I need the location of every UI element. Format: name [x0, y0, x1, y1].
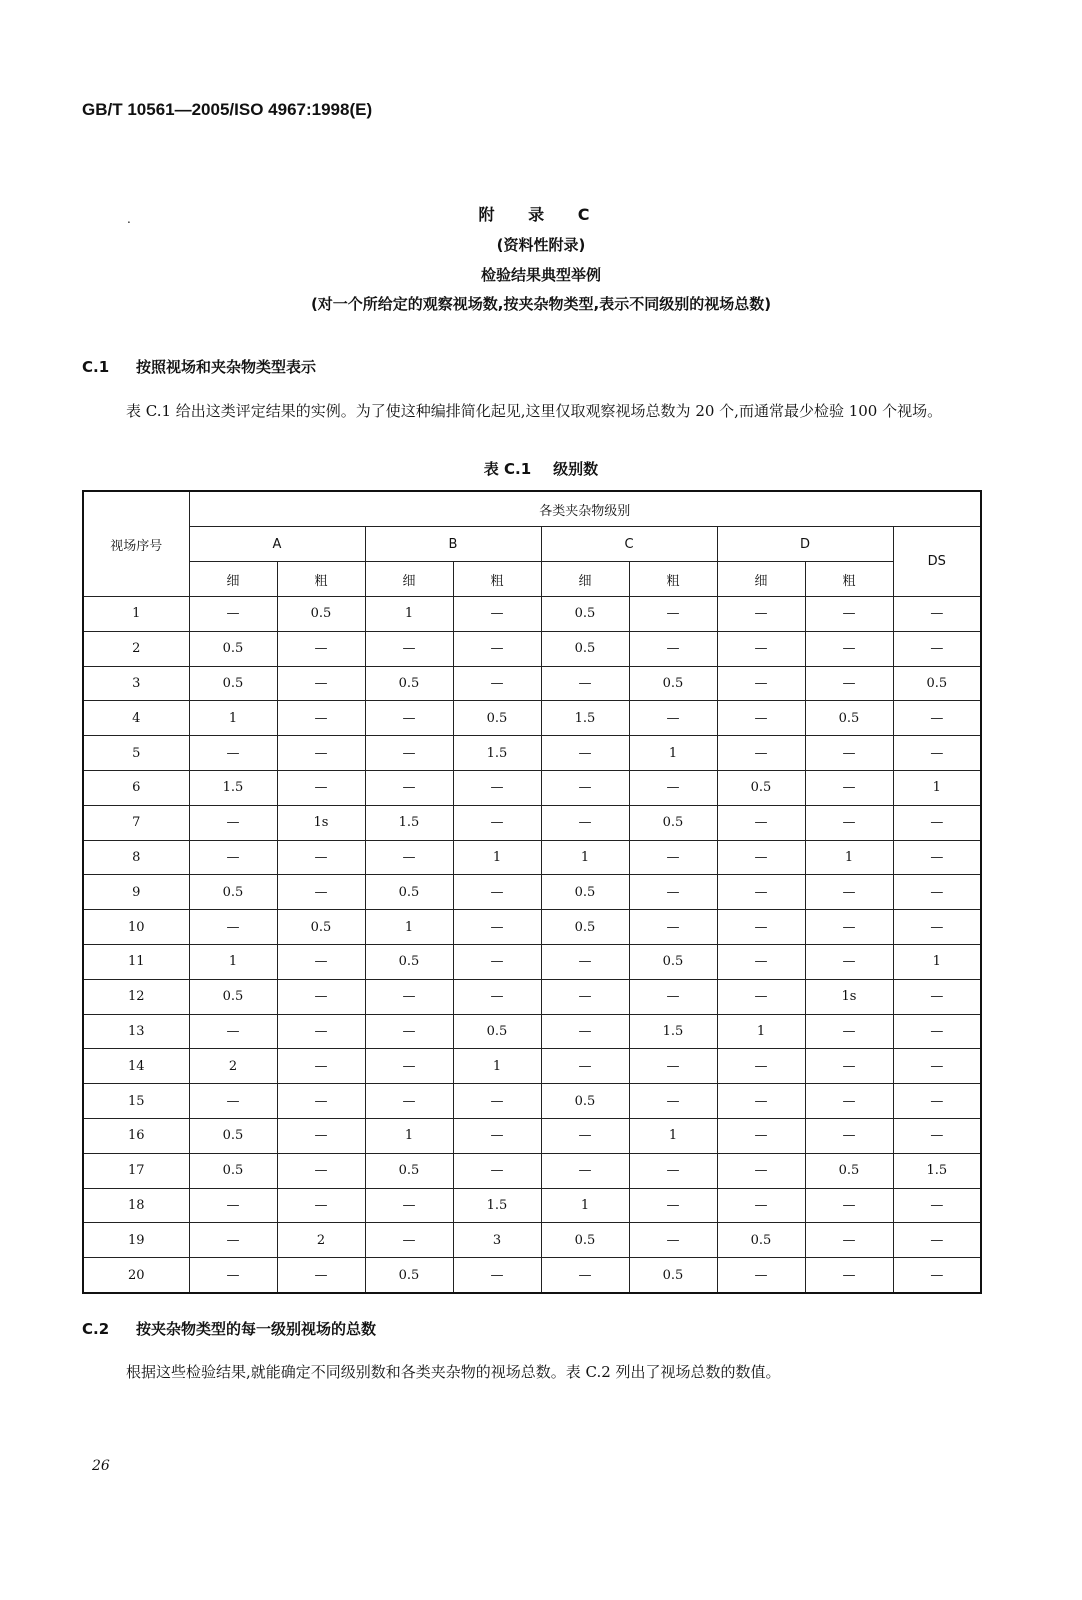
table-cell: — [893, 597, 981, 632]
table-cell: — [717, 944, 805, 979]
table-cell: — [893, 875, 981, 910]
table-cell: 0.5 [189, 1153, 277, 1188]
table-cell: 0.5 [893, 666, 981, 701]
table-cell: — [541, 1049, 629, 1084]
table-cell: 0.5 [365, 1153, 453, 1188]
table-cell: 1 [629, 1118, 717, 1153]
table-cell: 0.5 [365, 666, 453, 701]
table-row [83, 979, 981, 1014]
table-cell: 1 [629, 736, 717, 771]
table-cell: 0.5 [189, 979, 277, 1014]
table-cell: 0.5 [629, 666, 717, 701]
table-cell: — [365, 1049, 453, 1084]
appendix-subtitle: (资料性附录) [496, 236, 586, 254]
cell-field-number: 7 [83, 805, 189, 840]
table-cell: 1 [453, 1049, 541, 1084]
table-cell: — [893, 631, 981, 666]
table-cell: — [453, 1258, 541, 1293]
header-coarse: 粗 [453, 562, 541, 597]
table-cell: — [805, 597, 893, 632]
table-cell: — [365, 1084, 453, 1119]
table-cell: 1.5 [629, 1014, 717, 1049]
table-cell: — [453, 631, 541, 666]
table-cell: — [277, 1049, 365, 1084]
table-cell: — [629, 840, 717, 875]
header-coarse: 粗 [629, 562, 717, 597]
table-cell: — [277, 631, 365, 666]
table-cell: 0.5 [541, 631, 629, 666]
cell-field-number: 3 [83, 666, 189, 701]
table-cell: — [541, 666, 629, 701]
table-cell: — [365, 631, 453, 666]
table-cell: — [277, 666, 365, 701]
table-cell: — [453, 770, 541, 805]
table-caption-title: 级别数 [553, 460, 599, 478]
table-cell: — [277, 770, 365, 805]
table-cell: 0.5 [717, 1223, 805, 1258]
header-type-ds: DS [893, 527, 981, 597]
table-cell: — [629, 597, 717, 632]
table-cell: 1.5 [365, 805, 453, 840]
table-caption [0, 458, 1082, 479]
table-cell: — [277, 1258, 365, 1293]
table-cell: — [365, 840, 453, 875]
table-cell: — [453, 805, 541, 840]
table-cell: — [805, 1258, 893, 1293]
header-fine: 细 [541, 562, 629, 597]
table-cell: 0.5 [277, 910, 365, 945]
table-cell: — [805, 631, 893, 666]
table-cell: — [277, 979, 365, 1014]
table-cell: — [805, 1049, 893, 1084]
table-cell: 1 [189, 944, 277, 979]
table-cell: — [893, 1084, 981, 1119]
table-cell: — [805, 1118, 893, 1153]
table-row [83, 597, 981, 632]
header-type-a: A [189, 527, 365, 562]
table-cell: 0.5 [629, 805, 717, 840]
table-cell: — [541, 1014, 629, 1049]
table-cell: — [717, 1188, 805, 1223]
cell-field-number: 10 [83, 910, 189, 945]
table-cell: 1 [365, 910, 453, 945]
table-cell: — [717, 597, 805, 632]
table-cell: — [541, 1118, 629, 1153]
table-cell: — [453, 910, 541, 945]
table-cell: — [541, 805, 629, 840]
table-row [83, 805, 981, 840]
table-cell: 0.5 [277, 597, 365, 632]
table-cell: 1 [453, 840, 541, 875]
table-cell: — [717, 1049, 805, 1084]
table-cell: — [365, 736, 453, 771]
table-cell: — [277, 840, 365, 875]
table-cell: — [189, 1188, 277, 1223]
table-cell: — [717, 1258, 805, 1293]
table-cell: 0.5 [717, 770, 805, 805]
table-cell: — [629, 979, 717, 1014]
table-row [83, 770, 981, 805]
table-cell: — [277, 875, 365, 910]
table-cell: 0.5 [629, 1258, 717, 1293]
table-cell: — [717, 701, 805, 736]
table-cell: — [277, 1118, 365, 1153]
table-row [83, 1188, 981, 1223]
table-cell: — [893, 1118, 981, 1153]
table-cell: — [453, 875, 541, 910]
table-cell: 0.5 [805, 701, 893, 736]
table-cell: 0.5 [541, 910, 629, 945]
table-cell: — [277, 736, 365, 771]
table-cell: — [717, 1153, 805, 1188]
cell-field-number: 15 [83, 1084, 189, 1119]
table-row [83, 840, 981, 875]
table-cell: — [629, 1049, 717, 1084]
table-cell: — [805, 910, 893, 945]
table-cell: 1 [717, 1014, 805, 1049]
table-cell: — [717, 910, 805, 945]
table-cell: — [717, 736, 805, 771]
table-cell: — [893, 1258, 981, 1293]
table-cell: 0.5 [365, 875, 453, 910]
header-coarse: 粗 [277, 562, 365, 597]
table-cell: — [717, 805, 805, 840]
cell-field-number: 6 [83, 770, 189, 805]
header-fine: 细 [717, 562, 805, 597]
table-row [83, 1258, 981, 1293]
table-cell: 1 [365, 597, 453, 632]
table-cell: — [541, 1258, 629, 1293]
table-cell: — [453, 1153, 541, 1188]
table-row [83, 875, 981, 910]
table-cell: — [189, 597, 277, 632]
table-cell: — [277, 701, 365, 736]
table-cell: — [805, 1188, 893, 1223]
table-cell: — [893, 1188, 981, 1223]
table-cell: 1 [541, 840, 629, 875]
table-cell: 1.5 [453, 736, 541, 771]
table-cell: 0.5 [541, 1084, 629, 1119]
table-cell: — [189, 910, 277, 945]
table-cell: — [277, 1014, 365, 1049]
table-cell: — [541, 944, 629, 979]
table-row [83, 1153, 981, 1188]
section-c2-heading [82, 1318, 376, 1339]
table-cell: — [541, 1153, 629, 1188]
document-header: GB/T 10561—2005/ISO 4967:1998(E) [82, 100, 373, 119]
cell-field-number: 2 [83, 631, 189, 666]
table-cell: — [189, 1084, 277, 1119]
table-cell: — [189, 805, 277, 840]
section-c1-heading [82, 356, 316, 377]
cell-field-number: 9 [83, 875, 189, 910]
table-cell: — [629, 910, 717, 945]
cell-field-number: 1 [83, 597, 189, 632]
header-fine: 细 [189, 562, 277, 597]
table-cell: — [277, 944, 365, 979]
table-cell: — [629, 1223, 717, 1258]
decor-dot: . [127, 212, 131, 226]
paragraph-c2: 根据这些检验结果,就能确定不同级别数和各类夹杂物的视场总数。表 C.2 列出了视场总数的数值。 [126, 1363, 781, 1381]
table-caption-number: 表 C.1 [483, 460, 532, 478]
table-cell: — [365, 770, 453, 805]
table-cell: 1 [189, 701, 277, 736]
table-cell: — [189, 840, 277, 875]
table-cell: — [805, 666, 893, 701]
table-cell: 0.5 [805, 1153, 893, 1188]
table-cell: 2 [189, 1049, 277, 1084]
table-cell: 0.5 [365, 944, 453, 979]
table-cell: 1s [277, 805, 365, 840]
table-cell: 0.5 [453, 1014, 541, 1049]
table-row [83, 701, 981, 736]
table-cell: — [541, 770, 629, 805]
table-cell: — [717, 1084, 805, 1119]
table-cell: 1 [541, 1188, 629, 1223]
table-cell: 3 [453, 1223, 541, 1258]
table-cell: — [805, 805, 893, 840]
table-cell: 0.5 [541, 1223, 629, 1258]
table-cell: — [277, 1188, 365, 1223]
cell-field-number: 12 [83, 979, 189, 1014]
table-cell: — [893, 910, 981, 945]
table-cell: 1s [805, 979, 893, 1014]
table-cell: — [453, 944, 541, 979]
table-cell: 0.5 [541, 875, 629, 910]
table-cell: 0.5 [189, 631, 277, 666]
table-cell: 1 [365, 1118, 453, 1153]
table-row [83, 944, 981, 979]
table-row [83, 1118, 981, 1153]
table-cell: — [629, 1188, 717, 1223]
table-cell: — [805, 770, 893, 805]
table-cell: — [805, 1223, 893, 1258]
table-cell: — [893, 1223, 981, 1258]
table-cell: — [365, 1223, 453, 1258]
table-cell: 1 [893, 770, 981, 805]
table-cell: 1 [893, 944, 981, 979]
table-cell: — [893, 840, 981, 875]
cell-field-number: 11 [83, 944, 189, 979]
table-cell: 1.5 [189, 770, 277, 805]
table-cell: — [453, 1118, 541, 1153]
table-cell: — [453, 666, 541, 701]
table-cell: — [365, 701, 453, 736]
table-cell: 1.5 [893, 1153, 981, 1188]
table-cell: — [717, 875, 805, 910]
header-field-number: 视场序号 [83, 491, 189, 597]
table-cell: — [717, 631, 805, 666]
table-cell: — [717, 979, 805, 1014]
table-cell: 1.5 [453, 1188, 541, 1223]
table-cell: 2 [277, 1223, 365, 1258]
header-inclusion-grades: 各类夹杂物级别 [189, 491, 981, 527]
table-cell: — [189, 1014, 277, 1049]
table-cell: — [805, 736, 893, 771]
table-cell: — [365, 979, 453, 1014]
page-number: 26 [92, 1458, 110, 1474]
table-cell: 0.5 [189, 875, 277, 910]
cell-field-number: 8 [83, 840, 189, 875]
table-cell: — [277, 1153, 365, 1188]
table-cell: — [629, 1153, 717, 1188]
header-type-d: D [717, 527, 893, 562]
cell-field-number: 17 [83, 1153, 189, 1188]
header-type-c: C [541, 527, 717, 562]
table-cell: — [717, 1118, 805, 1153]
table-cell: — [893, 736, 981, 771]
appendix-heading: 检验结果典型举例 [480, 266, 601, 284]
cell-field-number: 4 [83, 701, 189, 736]
table-row [83, 1014, 981, 1049]
table-cell: — [629, 770, 717, 805]
cell-field-number: 16 [83, 1118, 189, 1153]
table-row [83, 631, 981, 666]
table-row [83, 1049, 981, 1084]
table-cell: — [189, 1258, 277, 1293]
header-coarse: 粗 [805, 562, 893, 597]
header-type-b: B [365, 527, 541, 562]
cell-field-number: 5 [83, 736, 189, 771]
table-cell: — [453, 979, 541, 1014]
table-cell: — [453, 597, 541, 632]
table-cell: — [893, 1014, 981, 1049]
cell-field-number: 20 [83, 1258, 189, 1293]
section-title: 按照视场和夹杂物类型表示 [136, 358, 317, 376]
table-cell: — [893, 805, 981, 840]
table-cell: — [805, 875, 893, 910]
table-cell: — [893, 979, 981, 1014]
section-title: 按夹杂物类型的每一级别视场的总数 [136, 1320, 377, 1338]
table-cell: — [277, 1084, 365, 1119]
table-cell: — [629, 1084, 717, 1119]
table-row [83, 1223, 981, 1258]
table-cell: — [629, 701, 717, 736]
table-row [83, 666, 981, 701]
section-number: C.1 [82, 358, 110, 376]
paragraph-c1: 表 C.1 给出这类评定结果的实例。为了使这种编排简化起见,这里仅取观察视场总数为 20 个,而通常最少检验 100 个视场。 [126, 402, 943, 420]
cell-field-number: 18 [83, 1188, 189, 1223]
table-cell: — [189, 1223, 277, 1258]
table-cell: 0.5 [629, 944, 717, 979]
table-cell: — [893, 701, 981, 736]
table-cell: — [717, 840, 805, 875]
table-cell: 0.5 [189, 1118, 277, 1153]
cell-field-number: 14 [83, 1049, 189, 1084]
table-cell: — [717, 666, 805, 701]
table-row [83, 910, 981, 945]
table-cell: 0.5 [541, 597, 629, 632]
table-cell: — [453, 1084, 541, 1119]
table-cell: 0.5 [365, 1258, 453, 1293]
table-cell: — [541, 979, 629, 1014]
grade-table [82, 490, 982, 1294]
table-cell: 0.5 [189, 666, 277, 701]
table-cell: 1.5 [541, 701, 629, 736]
cell-field-number: 19 [83, 1223, 189, 1258]
table-cell: — [541, 736, 629, 771]
table-cell: — [805, 944, 893, 979]
table-cell: 0.5 [453, 701, 541, 736]
table-cell: — [365, 1188, 453, 1223]
header-fine: 细 [365, 562, 453, 597]
appendix-note: (对一个所给定的观察视场数,按夹杂物类型,表示不同级别的视场总数) [310, 295, 772, 313]
table-cell: — [805, 1014, 893, 1049]
table-cell: — [629, 875, 717, 910]
table-cell: — [629, 631, 717, 666]
table-cell: — [893, 1049, 981, 1084]
appendix-title: 附 录 C [478, 205, 604, 224]
table-row [83, 1084, 981, 1119]
cell-field-number: 13 [83, 1014, 189, 1049]
table-cell: 1 [805, 840, 893, 875]
table-row [83, 736, 981, 771]
table-cell: — [189, 736, 277, 771]
table-cell: — [805, 1084, 893, 1119]
section-number: C.2 [82, 1320, 110, 1338]
table-cell: — [365, 1014, 453, 1049]
